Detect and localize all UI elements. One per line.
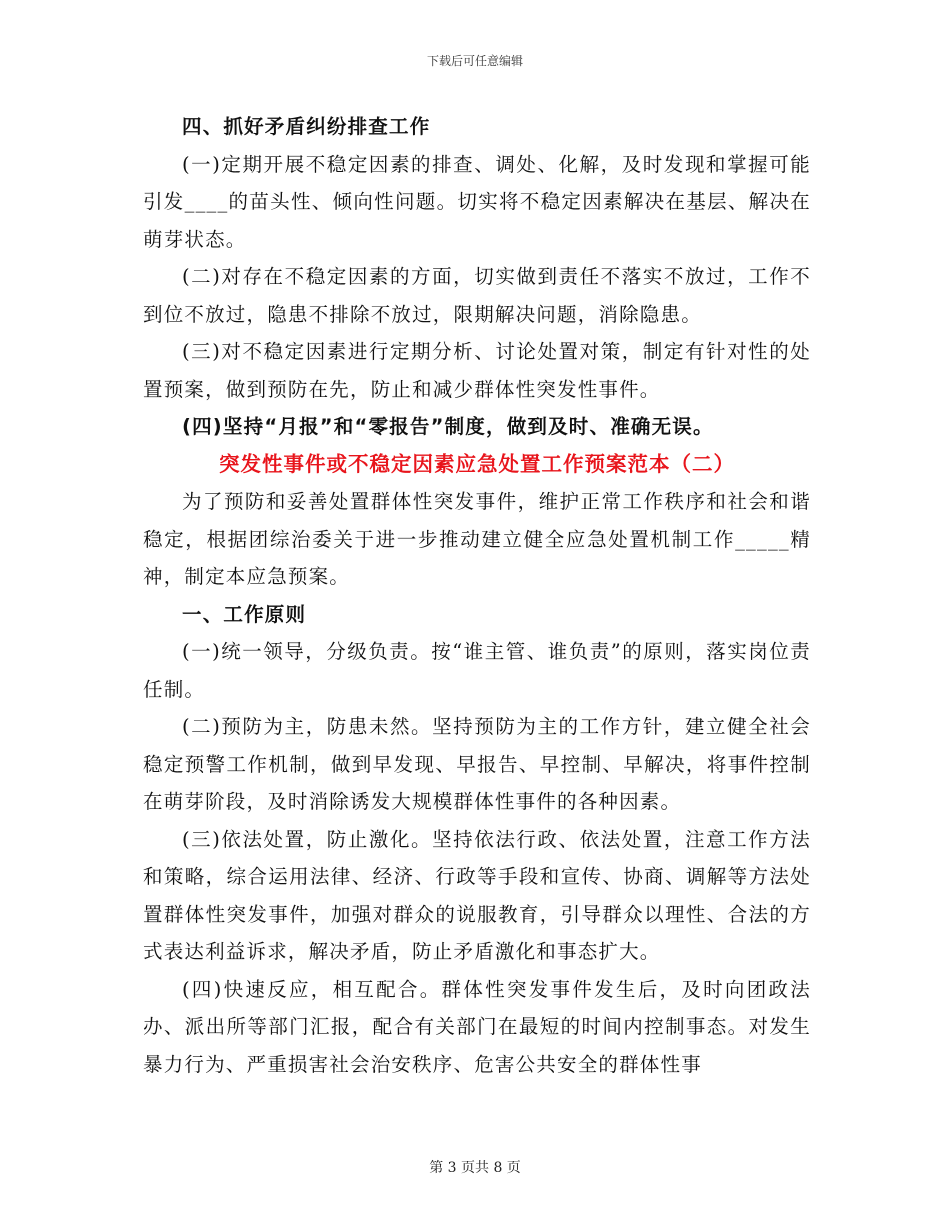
paragraph: (一)定期开展不稳定因素的排查、调处、化解，及时发现和掌握可能引发____的苗头性、倾向性问题。切实将不稳定因素解决在基层、解决在萌芽状态。 bbox=[143, 152, 811, 251]
section-heading-4: 四、抓好矛盾纠纷排查工作 bbox=[182, 115, 431, 138]
paragraph: (二)对存在不稳定因素的方面，切实做到责任不落实不放过，工作不到位不放过，隐患不排除不放过，限期解决问题，消除隐患。 bbox=[143, 265, 811, 326]
page-footer: 第 3 页共 8 页 bbox=[429, 1160, 521, 1176]
document-title: 突发性事件或不稳定因素应急处置工作预案范本（二） bbox=[219, 451, 735, 476]
paragraph-bold: (四)坚持“月报”和“零报告”制度，做到及时、准确无误。 bbox=[182, 415, 714, 438]
section-heading-1: 一、工作原则 bbox=[182, 602, 307, 626]
paragraph: (一)统一领导，分级负责。按“谁主管、谁负责”的原则，落实岗位责任制。 bbox=[143, 640, 811, 701]
paragraph: (二)预防为主，防患未然。坚持预防为主的工作方针，建立健全社会稳定预警工作机制，做到早发现、早报告、早控制、早解决，将事件控制在萌芽阶段，及时消除诱发大规模群体性事件的各种因素。 bbox=[143, 715, 811, 813]
paragraph: (三)依法处置，防止激化。坚持依法行政、依法处置，注意工作方法和策略，综合运用法律、经济、行政等手段和宣传、协商、调解等方法处置群体性突发事件，加强对群众的说服教育，引导群众以理性、合法的方式表达利益诉求，解决矛盾，防止矛盾激化和事态扩大。 bbox=[143, 827, 811, 963]
page-header: 下载后可任意编辑 bbox=[426, 54, 523, 68]
paragraph: (三)对不稳定因素进行定期分析、讨论处置对策，制定有针对性的处置预案，做到预防在先，防止和减少群体性突发性事件。 bbox=[143, 340, 811, 401]
paragraph: (四)快速反应，相互配合。群体性突发事件发生后，及时向团政法办、派出所等部门汇报，配合有关部门在最短的时间内控制事态。对发生暴力行为、严重损害社会治安秩序、危害公共安全的群体性事 bbox=[143, 977, 811, 1076]
intro-paragraph: 为了预防和妥善处置群体性突发事件，维护正常工作秩序和社会和谐稳定，根据团综治委关于进一步推动建立健全应急处置机制工作_____精神，制定本应急预案。 bbox=[143, 490, 811, 588]
document-body bbox=[143, 108, 811, 1083]
